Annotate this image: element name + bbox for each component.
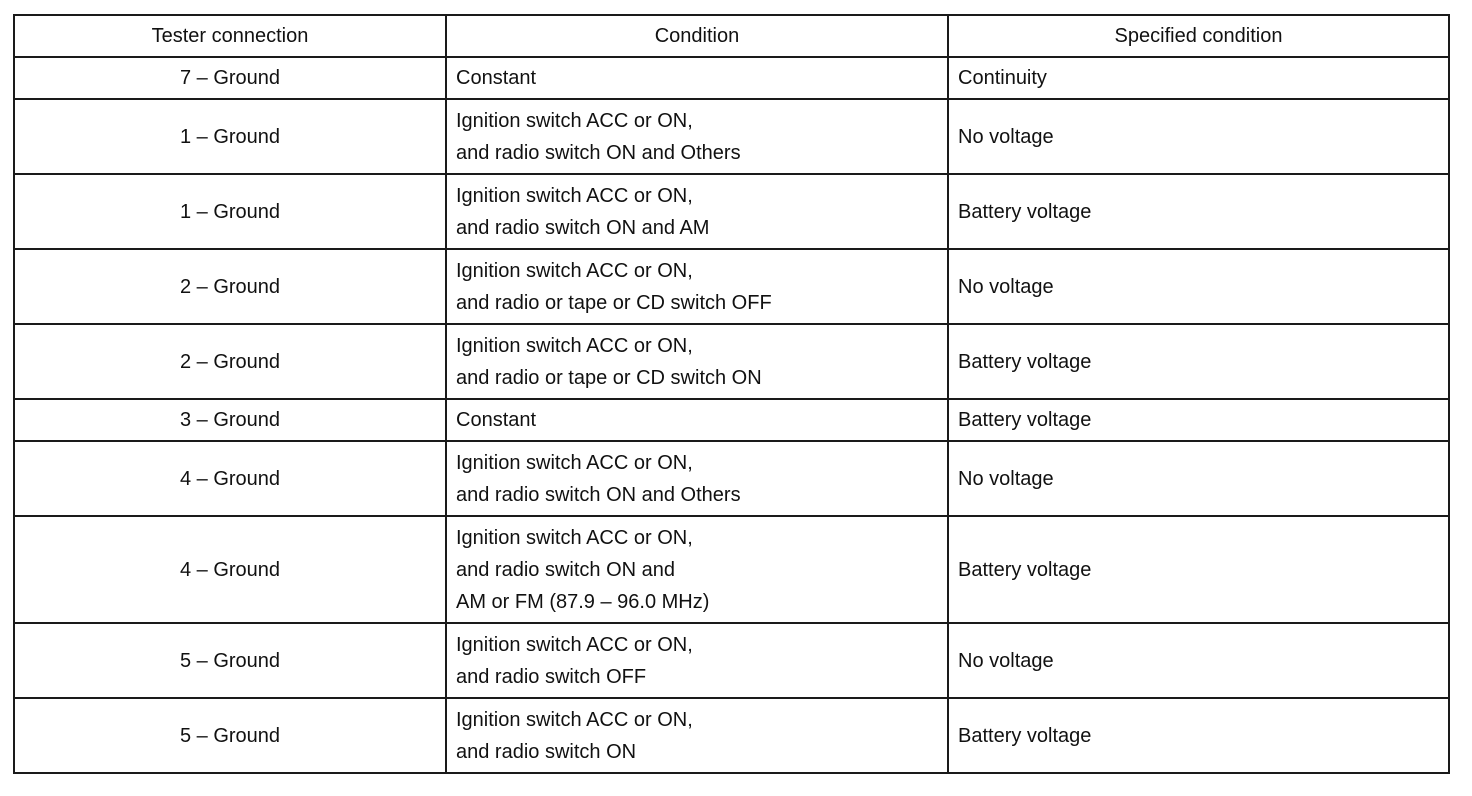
- specified-condition-cell: No voltage: [948, 249, 1449, 324]
- specified-condition-cell: No voltage: [948, 441, 1449, 516]
- table-body: [14, 57, 1449, 773]
- condition-line: Ignition switch ACC or ON,: [456, 526, 693, 549]
- tester-connection-cell: 5 – Ground: [14, 623, 446, 698]
- table-row: [14, 441, 1449, 516]
- condition-cell: [446, 623, 948, 698]
- tester-connection-cell: 5 – Ground: [14, 698, 446, 773]
- specified-condition-cell: No voltage: [948, 623, 1449, 698]
- condition-line: Constant: [456, 409, 537, 431]
- specified-condition-cell: Battery voltage: [948, 516, 1449, 623]
- condition-cell: [446, 57, 948, 99]
- table-row: [14, 698, 1449, 773]
- header-specified-condition: Specified condition: [948, 15, 1449, 57]
- table-row: [14, 399, 1449, 441]
- table-row: [14, 623, 1449, 698]
- condition-line: and radio switch ON and AM: [456, 216, 710, 239]
- condition-cell: [446, 99, 948, 174]
- condition-cell: [446, 249, 948, 324]
- condition-line: and radio switch OFF: [456, 665, 647, 688]
- header-row: [14, 15, 1449, 57]
- condition-cell: [446, 698, 948, 773]
- condition-line: Ignition switch ACC or ON,: [456, 184, 693, 207]
- table-row: [14, 174, 1449, 249]
- tester-connection-cell: 7 – Ground: [14, 57, 446, 99]
- tester-connection-cell: 3 – Ground: [14, 399, 446, 441]
- condition-cell: [446, 441, 948, 516]
- tester-connection-cell: 2 – Ground: [14, 249, 446, 324]
- condition-cell: [446, 516, 948, 623]
- condition-line: and radio or tape or CD switch OFF: [456, 291, 772, 314]
- table-header: [14, 15, 1449, 57]
- condition-line: and radio switch ON and Others: [456, 483, 741, 506]
- header-tester-connection: Tester connection: [14, 15, 446, 57]
- specification-table: [13, 14, 1450, 774]
- table-row: [14, 57, 1449, 99]
- condition-line: Ignition switch ACC or ON,: [456, 451, 693, 474]
- tester-connection-cell: 1 – Ground: [14, 99, 446, 174]
- condition-line: Ignition switch ACC or ON,: [456, 708, 693, 731]
- condition-line: and radio switch ON and: [456, 558, 676, 581]
- specified-condition-cell: Continuity: [948, 57, 1449, 99]
- tester-connection-cell: 1 – Ground: [14, 174, 446, 249]
- specified-condition-cell: Battery voltage: [948, 174, 1449, 249]
- condition-line: and radio switch ON and Others: [456, 141, 741, 164]
- condition-line: and radio switch ON: [456, 740, 637, 763]
- specified-condition-cell: Battery voltage: [948, 324, 1449, 399]
- tester-connection-cell: 4 – Ground: [14, 441, 446, 516]
- condition-line: Ignition switch ACC or ON,: [456, 633, 693, 656]
- condition-cell: [446, 324, 948, 399]
- condition-line: AM or FM (87.9 – 96.0 MHz): [456, 590, 710, 613]
- condition-line: and radio or tape or CD switch ON: [456, 366, 762, 389]
- tester-connection-cell: 2 – Ground: [14, 324, 446, 399]
- table-row: [14, 324, 1449, 399]
- condition-line: Ignition switch ACC or ON,: [456, 334, 693, 357]
- condition-line: Constant: [456, 67, 537, 89]
- tester-connection-cell: 4 – Ground: [14, 516, 446, 623]
- header-condition: Condition: [446, 15, 948, 57]
- condition-line: Ignition switch ACC or ON,: [456, 259, 693, 282]
- table-row: [14, 99, 1449, 174]
- condition-cell: [446, 174, 948, 249]
- specified-condition-cell: Battery voltage: [948, 399, 1449, 441]
- specified-condition-cell: Battery voltage: [948, 698, 1449, 773]
- table-row: [14, 516, 1449, 623]
- condition-cell: [446, 399, 948, 441]
- specified-condition-cell: No voltage: [948, 99, 1449, 174]
- table-row: [14, 249, 1449, 324]
- condition-line: Ignition switch ACC or ON,: [456, 109, 693, 132]
